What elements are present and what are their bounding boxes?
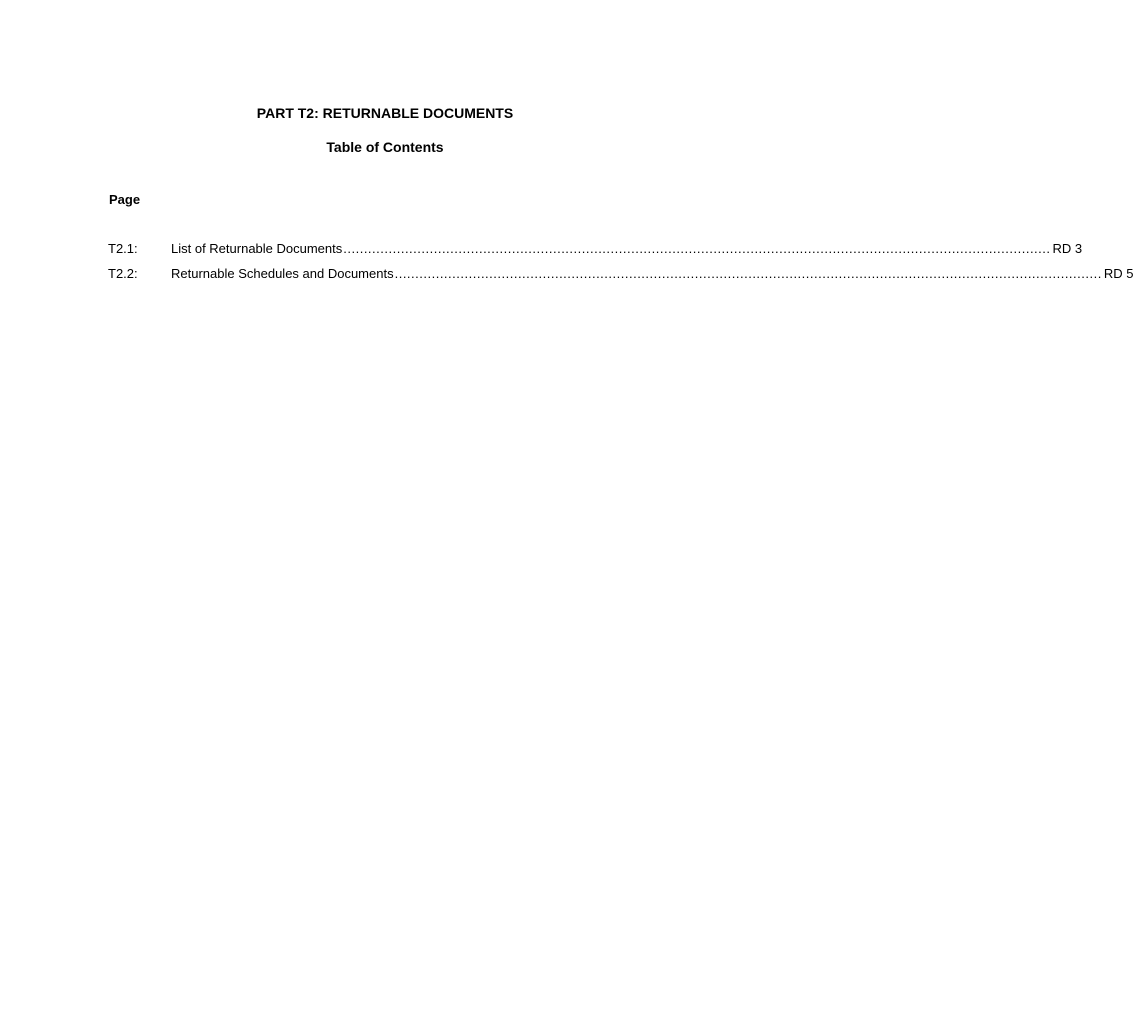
toc-entry-line [171, 265, 1133, 283]
dot-leader: ............................................................................................................................................................................ [394, 266, 1102, 281]
dot-leader: ............................................................................................................................................................................ [343, 241, 1051, 256]
document-title: PART T2: RETURNABLE DOCUMENTS [256, 105, 514, 121]
toc-entry-line [171, 240, 1083, 258]
toc-entry-label[interactable]: List of Returnable Documents [171, 241, 343, 256]
toc-entry-page: RD 5 [1103, 266, 1133, 281]
toc-entry[interactable] [108, 265, 1133, 290]
toc-entry-number: T2.1: [108, 241, 138, 256]
toc-entry-label[interactable]: Returnable Schedules and Documents [171, 266, 394, 281]
toc-heading: Table of Contents [326, 139, 444, 155]
toc-entry-page: RD 3 [1052, 241, 1083, 256]
page-column-heading: Page [109, 192, 141, 207]
toc-entry[interactable] [108, 240, 1083, 265]
toc-entry-number: T2.2: [108, 266, 138, 281]
table-of-contents [108, 240, 1133, 290]
